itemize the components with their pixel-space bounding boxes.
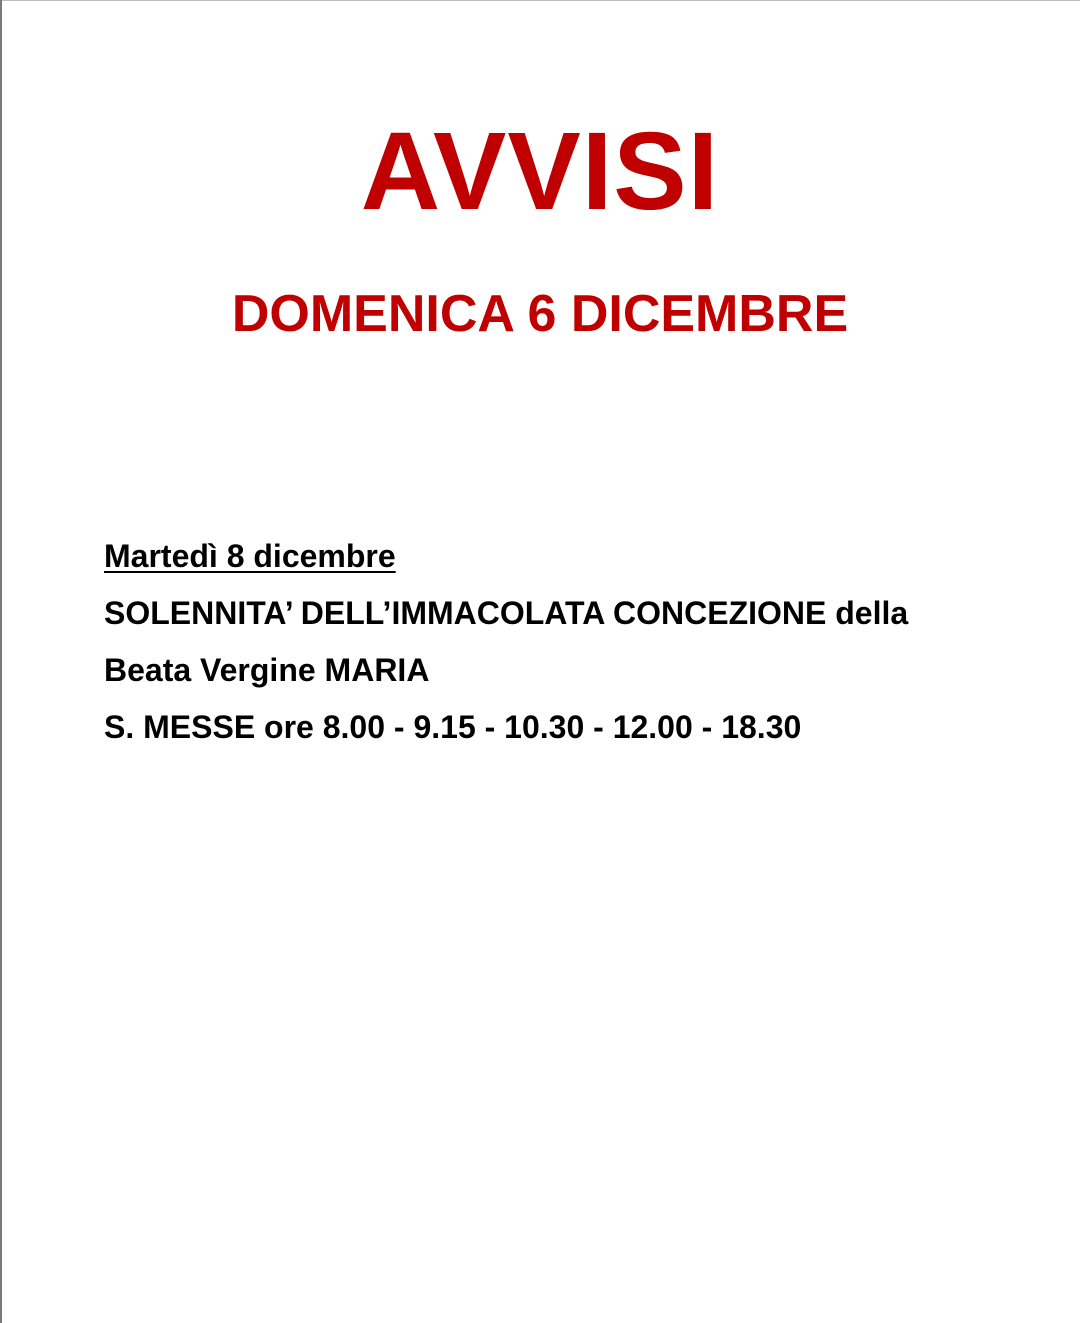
notice-solemnity-line-continued: Beata Vergine MARIA	[104, 652, 430, 688]
notice-solemnity-line: SOLENNITA’ DELL’IMMACOLATA CONCEZIONE della	[104, 595, 909, 631]
page-subtitle: DOMENICA 6 DICEMBRE	[231, 285, 849, 343]
notice-mass-times: S. MESSE ore 8.00 - 9.15 - 10.30 - 12.00 - 18.30	[104, 709, 802, 745]
page-border-top	[0, 0, 1080, 1]
notice-block	[104, 528, 1034, 756]
notice-date: Martedì 8 dicembre	[104, 538, 396, 574]
page-title: AVVISI	[360, 110, 720, 233]
